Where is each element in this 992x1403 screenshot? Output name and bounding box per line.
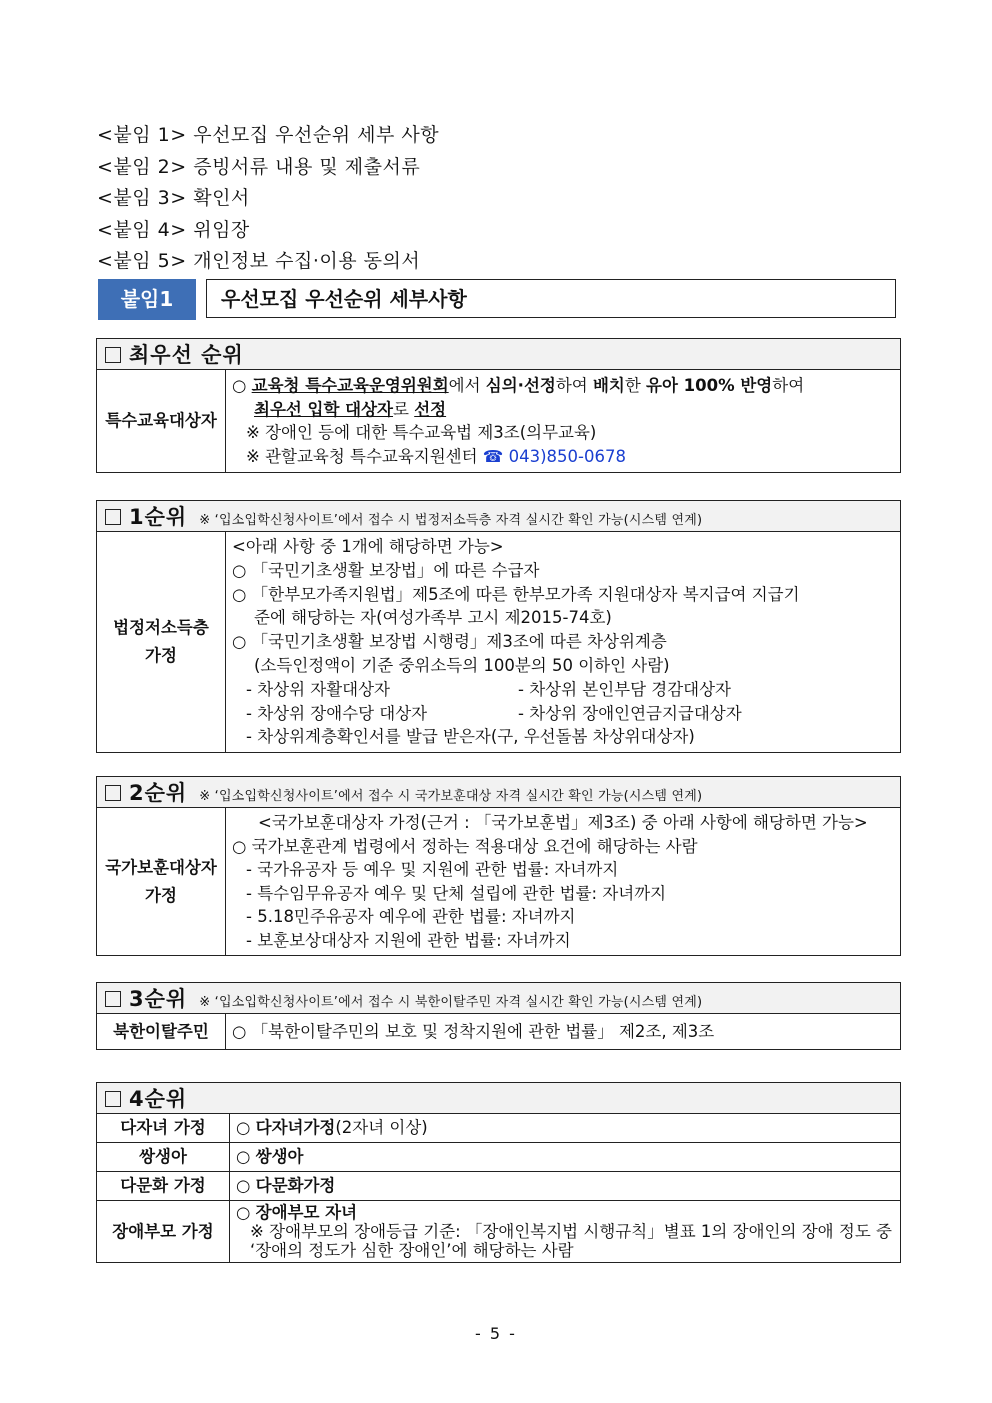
row-label: 국가보훈대상자 가정 xyxy=(97,808,226,956)
content-line: - 차상위 장애수당 대상자 - 차상위 장애인연금지급대상자 xyxy=(246,703,742,723)
section-header xyxy=(97,339,901,370)
section-note: ※ ‘입소입학신청사이트’에서 접수 시 법정저소득층 자격 실시간 확인 가능(시스템 연계) xyxy=(199,513,703,528)
row-label: 장애부모 가정 xyxy=(97,1201,230,1263)
attachment-title: 우선모집 우선순위 세부사항 xyxy=(206,279,896,318)
content-line: - 차상위계층확인서를 발급 받은자(구, 우선돌봄 차상위대상자) xyxy=(246,727,695,747)
content-line: ※ 관할교육청 특수교육지원센터 ☎ 043)850-0678 xyxy=(246,446,626,466)
row-content: ○ 쌍생아 xyxy=(230,1143,901,1172)
row-content xyxy=(226,370,901,473)
row-content: ○ 다문화가정 xyxy=(230,1172,901,1201)
checkbox-icon xyxy=(105,509,121,525)
row-label: 다자녀 가정 xyxy=(97,1114,230,1143)
section-priority-1 xyxy=(96,500,901,753)
content-line: ※ 장애부모의 장애등급 기준: 「장애인복지법 시행규칙」별표 1의 장애인의 장애 정도 중 ‘장애의 정도가 심한 장애인’에 해당하는 사람 xyxy=(250,1222,892,1260)
section-priority-3 xyxy=(96,982,901,1050)
attachment-list xyxy=(97,120,439,278)
content-line: ○ 교육청 특수교육운영위원회에서 심의·선정하여 배치한 유아 100% 반영하여 xyxy=(232,376,805,395)
content-line: - 국가유공자 등 예우 및 지원에 관한 법률: 자녀까지 xyxy=(246,860,619,879)
section-title: 4순위 xyxy=(129,1087,188,1111)
content-line: ※ 장애인 등에 대한 특수교육법 제3조(의무교육) xyxy=(246,423,597,442)
section-header xyxy=(97,1083,901,1114)
content-line: ○ 「국민기초생활 보장법」에 따른 수급자 xyxy=(232,560,540,580)
checkbox-icon xyxy=(105,347,121,363)
content-line: - 차상위 자활대상자 - 차상위 본인부담 경감대상자 xyxy=(246,679,731,699)
section-title: 2순위 xyxy=(129,781,188,805)
section-priority-2 xyxy=(96,776,901,956)
content-line: <국가보훈대상자 가정(근거 : 「국가보훈법」제3조) 중 아래 사항에 해당하면 가능> xyxy=(258,813,868,832)
content-line: - 5.18민주유공자 예우에 관한 법률: 자녀까지 xyxy=(246,907,576,926)
attachment-item: <붙임 2> 증빙서류 내용 및 제출서류 xyxy=(97,155,421,178)
content-line: ○ 장애부모 자녀 xyxy=(236,1203,358,1222)
content-line: 준에 해당하는 자(여성가족부 고시 제2015-74호) xyxy=(254,608,612,628)
section-header xyxy=(97,983,901,1014)
content-line: - 보훈보상대상자 지원에 관한 법률: 자녀까지 xyxy=(246,930,571,950)
row-content xyxy=(226,808,901,956)
attachment-item: <붙임 5> 개인정보 수집·이용 동의서 xyxy=(97,250,421,272)
section-title: 3순위 xyxy=(129,987,188,1011)
phone-icon: ☎ xyxy=(482,446,504,466)
attachment-item: <붙임 3> 확인서 xyxy=(97,187,250,209)
row-label: 쌍생아 xyxy=(97,1143,230,1172)
section-top-priority xyxy=(96,338,901,473)
row-content xyxy=(226,1014,901,1050)
section-header xyxy=(97,501,901,532)
row-label: 특수교육대상자 xyxy=(97,370,226,473)
row-content: ○ 다자녀가정(2자녀 이상) xyxy=(230,1114,901,1143)
content-line: <아래 사항 중 1개에 해당하면 가능> xyxy=(232,537,504,556)
row-label: 다문화 가정 xyxy=(97,1172,230,1201)
section-priority-4 xyxy=(96,1082,901,1263)
content-line: ○ 국가보훈관계 법령에서 정하는 적용대상 요건에 해당하는 사람 xyxy=(232,836,698,856)
content-line: (소득인정액이 기준 중위소득의 100분의 50 이하인 사람) xyxy=(254,655,670,675)
row-content xyxy=(230,1201,901,1263)
section-header xyxy=(97,777,901,808)
row-label: 북한이탈주민 xyxy=(97,1014,226,1050)
content-line: ○ 「국민기초생활 보장법 시행령」제3조에 따른 차상위계층 xyxy=(232,632,667,652)
section-note: ※ ‘입소입학신청사이트’에서 접수 시 북한이탈주민 자격 실시간 확인 가능(시스템 연계) xyxy=(199,995,703,1010)
attachment-item: <붙임 1> 우선모집 우선순위 세부 사항 xyxy=(97,124,440,146)
attachment-tag: 붙임1 xyxy=(98,279,196,320)
section-title: 1순위 xyxy=(129,505,188,529)
attachment-item: <붙임 4> 위임장 xyxy=(97,218,250,241)
content-line: - 특수임무유공자 예우 및 단체 설립에 관한 법률: 자녀까지 xyxy=(246,883,667,903)
page-number: - 5 - xyxy=(475,1324,517,1343)
attachment-banner xyxy=(98,279,900,320)
section-note: ※ ‘입소입학신청사이트’에서 접수 시 국가보훈대상 자격 실시간 확인 가능(시스템 연계) xyxy=(199,789,703,804)
content-line: 최우선 입학 대상자로 선정 xyxy=(254,399,447,419)
row-label: 법정저소득층 가정 xyxy=(97,532,226,753)
checkbox-icon xyxy=(105,1091,121,1107)
content-line: ○ 「한부모가족지원법」제5조에 따른 한부모가족 지원대상자 복지급여 지급기 xyxy=(232,584,800,604)
section-title: 최우선 순위 xyxy=(129,343,244,367)
checkbox-icon xyxy=(105,991,121,1007)
content-line: ○ 「북한이탈주민의 보호 및 정착지원에 관한 법률」 제2조, 제3조 xyxy=(232,1021,715,1041)
row-content xyxy=(226,532,901,753)
checkbox-icon xyxy=(105,785,121,801)
phone-number: 043)850-0678 xyxy=(508,446,626,466)
